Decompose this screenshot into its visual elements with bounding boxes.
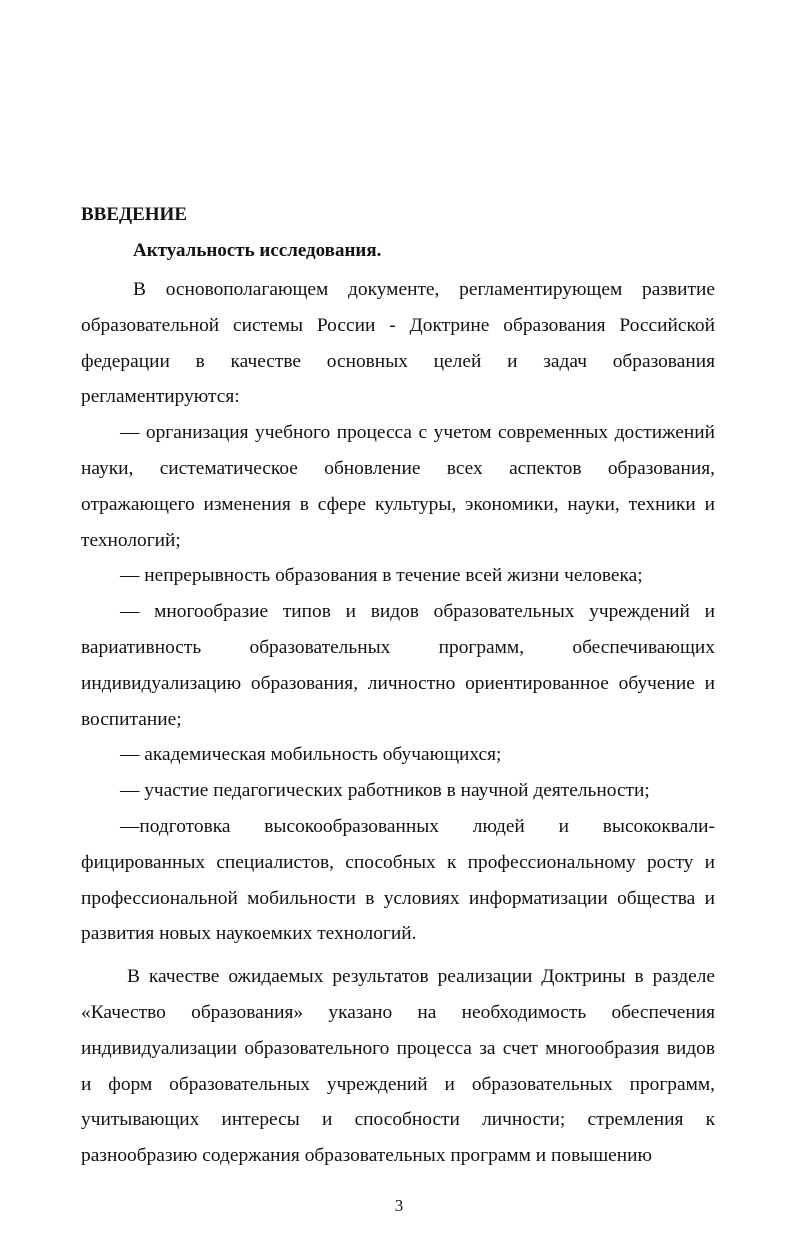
body-text [81, 272, 715, 1174]
subsection-heading: Актуальность исследования. [133, 240, 382, 261]
list-item: — участие педагогических работников в научной деятельности; [120, 780, 650, 802]
list-item: —подготовка высокообразованных людей и высококвали-фицированных специалистов, способных к профессиональному росту и профессиональной мобильности в условиях информатизации общества и развития новых наукоемких технологий. [81, 815, 715, 945]
list-item: — многообразие типов и видов образовательных учреждений и вариативность образовательных программ, обеспечивающих индивидуализацию образования, личностно ориентированное обучение и воспитание; [81, 601, 715, 730]
list-item: — академическая мобильность обучающихся; [120, 744, 502, 766]
document-page [81, 0, 715, 1257]
list-item: — непрерывность образования в течение всей жизни человека; [120, 565, 643, 587]
list-item: — организация учебного процесса с учетом современных достижений науки, систематическое обновление всех аспектов образования, отражающего изменения в сфере культуры, экономики, науки, техники и технологий; [81, 422, 715, 551]
page-number: 3 [394, 1196, 404, 1215]
paragraph: В качестве ожидаемых результатов реализации Доктрины в разделе «Качество образования» указано на необходимость обеспечения индивидуализации образовательного процесса за счет многообразия видов и форм образовательных учреждений и образовательных программ, учитывающих интересы и способности личности; стремления к разнообразию содержания образовательных программ и повышению [81, 966, 715, 1167]
section-heading: ВВЕДЕНИЕ [81, 204, 187, 225]
paragraph: В основополагающем документе, регламентирующем развитие образовательной системы России - Доктрине образования Российской федерации в качестве основных целей и задач образования регламентируются: [81, 279, 715, 408]
